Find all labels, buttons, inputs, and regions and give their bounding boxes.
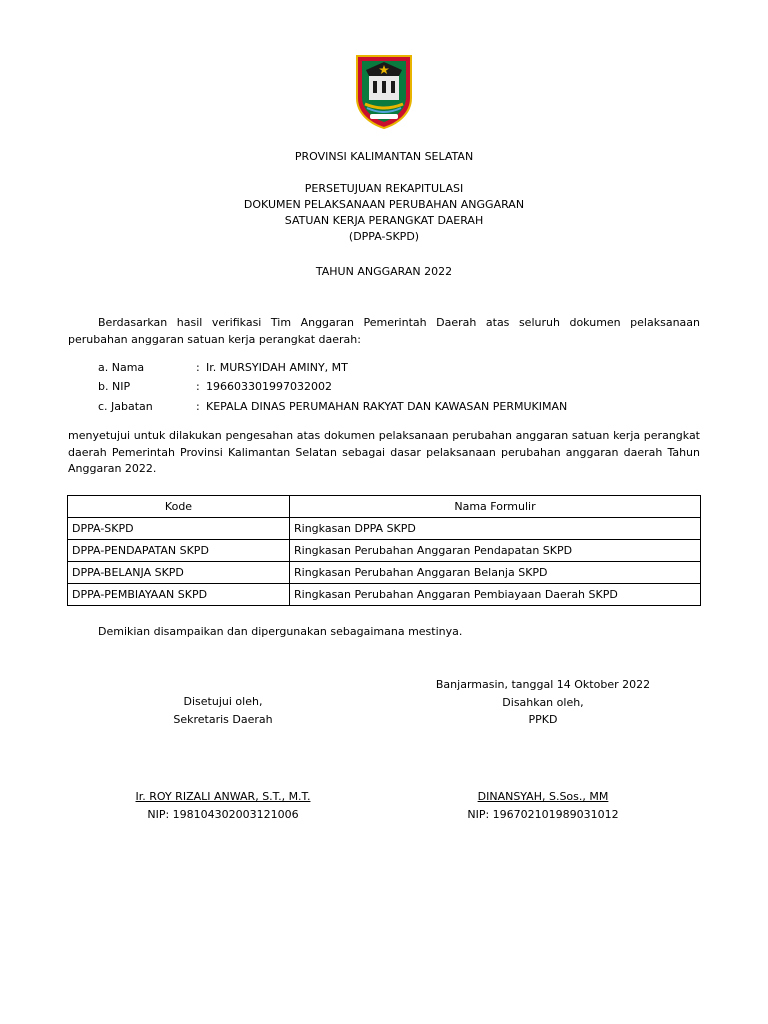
cell-kode: DPPA-BELANJA SKPD — [68, 562, 290, 584]
signer-name: Ir. ROY RIZALI ANWAR, S.T., M.T. — [135, 790, 311, 803]
signature-left-signer — [98, 788, 348, 823]
identity-value: 196603301997032002 — [206, 380, 332, 393]
table-header-row — [68, 496, 701, 518]
signature-right-signer — [418, 788, 668, 823]
header-nama-formulir: Nama Formulir — [290, 496, 701, 518]
agreed-by-label: Disetujui oleh, — [183, 695, 263, 708]
identity-row-jabatan — [98, 399, 567, 415]
cell-kode: DPPA-SKPD — [68, 518, 290, 540]
place-date: Banjarmasin, tanggal 14 Oktober 2022 — [435, 678, 651, 691]
title-line-1: PERSETUJUAN REKAPITULASI — [304, 182, 464, 195]
cell-kode: DPPA-PENDAPATAN SKPD — [68, 540, 290, 562]
signer-name: DINANSYAH, S.Sos., MM — [477, 790, 609, 803]
identity-label: a. Nama — [98, 361, 145, 374]
title-line-4: (DPPA-SKPD) — [348, 230, 420, 243]
cell-nama-formulir: Ringkasan Perubahan Anggaran Belanja SKPD — [290, 562, 701, 584]
identity-separator: : — [196, 361, 200, 374]
cell-nama-formulir: Ringkasan Perubahan Anggaran Pembiayaan Daerah SKPD — [290, 584, 701, 606]
fiscal-year-heading: TAHUN ANGGARAN 2022 — [315, 265, 453, 278]
signer-role: Sekretaris Daerah — [173, 712, 273, 726]
table-row — [68, 540, 701, 562]
closing-paragraph: Demikian disampaikan dan dipergunakan sebagaimana mestinya. — [98, 625, 463, 638]
title-line-3: SATUAN KERJA PERANGKAT DAERAH — [284, 214, 484, 227]
signature-right-block — [418, 676, 668, 729]
cell-kode: DPPA-PEMBIAYAAN SKPD — [68, 584, 290, 606]
provincial-emblem-logo — [355, 54, 413, 130]
cell-nama-formulir: Ringkasan DPPA SKPD — [290, 518, 701, 540]
signer-nip: NIP: 196702101989031012 — [467, 807, 619, 821]
identity-label: b. NIP — [98, 380, 131, 393]
header-kode: Kode — [68, 496, 290, 518]
forms-table — [67, 495, 701, 606]
signer-nip: NIP: 198104302003121006 — [147, 807, 299, 821]
table-row — [68, 518, 701, 540]
approval-paragraph: menyetujui untuk dilakukan pengesahan atas dokumen pelaksanaan perubahan anggaran satuan kerja perangkat daerah Pemerintah Provinsi Kalimantan Selatan sebagai dasar pelaksanaan perubahan anggaran daerah Tahun Anggaran 2022. — [68, 429, 700, 475]
approved-by-label: Disahkan oleh, — [502, 695, 584, 709]
intro-paragraph: Berdasarkan hasil verifikasi Tim Anggaran Pemerintah Daerah atas seluruh dokumen pelaksanaan perubahan anggaran satuan kerja perangkat daerah: — [68, 316, 700, 346]
title-line-2: DOKUMEN PELAKSANAAN PERUBAHAN ANGGARAN — [243, 198, 525, 211]
identity-separator: : — [196, 380, 200, 393]
province-heading: PROVINSI KALIMANTAN SELATAN — [294, 150, 474, 163]
table-row — [68, 562, 701, 584]
identity-label: c. Jabatan — [98, 400, 153, 413]
signature-left-block — [98, 693, 348, 728]
identity-value: KEPALA DINAS PERUMAHAN RAKYAT DAN KAWASAN PERMUKIMAN — [206, 400, 568, 413]
identity-separator: : — [196, 400, 200, 413]
identity-row-nip — [98, 379, 332, 395]
emblem-icon — [355, 54, 413, 130]
table-row — [68, 584, 701, 606]
cell-nama-formulir: Ringkasan Perubahan Anggaran Pendapatan SKPD — [290, 540, 701, 562]
identity-row-nama — [98, 360, 348, 376]
identity-value: Ir. MURSYIDAH AMINY, MT — [206, 361, 348, 374]
signer-role: PPKD — [528, 713, 558, 726]
